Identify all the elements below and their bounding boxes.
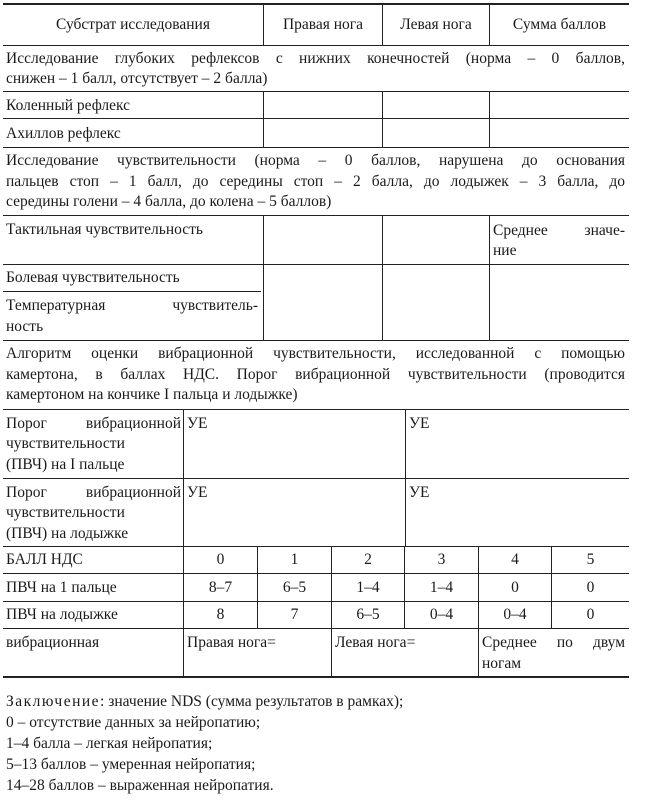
vibration-section-title-end: камертоном на кончике I пальца и лодыжке) [6,386,298,403]
achilles-reflex-label: Ахиллов рефлекс [6,125,121,142]
vibration-section-title-cont: камертона, в баллах НДС. Порог вибрационной чувствительности (проводится [6,366,625,383]
reflex-section-title-cont: снижен – 1 балл, отсутствует – 2 балла) [6,70,268,87]
finger-threshold-label-cont: чувствительности [6,435,125,452]
ankle-value: 7 [290,606,299,623]
rule [3,45,629,46]
conclusion-item: 14–28 баллов – выраженная нейропатия. [6,777,274,794]
rule [3,291,261,292]
col-rule [382,215,383,340]
vibration-left-leg: Левая нога= [335,634,416,651]
conclusion-label: Заключение [6,693,101,710]
tactile-sensitivity-label: Тактильная чувствительность [6,221,203,238]
rule [3,478,629,479]
rule [3,676,629,678]
ankle-value: 0–4 [503,606,527,623]
rule [3,91,629,92]
header-left-leg: Левая нога [400,16,472,33]
ankle-right-unit: УЕ [187,484,208,501]
col-rule [183,409,184,546]
rule [3,118,629,119]
vibration-summary-label: вибрационная [6,634,100,651]
col-rule [263,215,264,340]
knee-reflex-label: Коленный рефлекс [6,97,131,114]
finger-threshold-label-end: (ПВЧ) на I пальце [6,456,125,473]
conclusion-intro [6,691,403,712]
finger-value: 0 [511,579,519,596]
finger-right-unit: УЕ [187,415,208,432]
ankle-row-label: ПВЧ на лодыжке [6,606,118,623]
rule [3,573,629,574]
rule [3,409,629,410]
ankle-threshold-label: Порог вибрационной [6,484,181,501]
col-rule [478,628,479,676]
rule [3,264,629,265]
vibration-right-leg: Правая нога= [187,634,276,651]
rule [3,215,629,216]
nds-score-4: 4 [511,551,519,568]
col-rule [263,91,264,147]
ankle-threshold-label-cont: чувствительности [6,504,125,521]
rule [3,340,629,341]
conclusion-item: 5–13 баллов – умеренная нейропатия; [6,756,256,773]
pain-sensitivity-label: Болевая чувствительность [6,269,180,286]
nds-score-1: 1 [290,551,299,568]
ankle-left-unit: УЕ [409,484,430,501]
ankle-value: 0 [586,606,595,623]
conclusion-item: 1–4 балла – легкая нейропатия; [6,735,213,752]
nds-score-3: 3 [437,551,446,568]
col-rule [183,628,184,676]
sensitivity-section-title: Исследование чувствительности (норма – 0 баллов, нарушена до основания [6,152,625,169]
average-value-label-cont: ние [493,242,517,259]
col-rule [489,91,490,147]
col-rule [331,628,332,676]
finger-value: 8–7 [208,579,233,596]
finger-value: 6–5 [282,579,307,596]
average-value-label: Среднее значе- [493,222,625,239]
temperature-sensitivity-label-cont: ность [6,318,44,335]
nds-score-0: 0 [216,551,225,568]
ankle-value: 8 [216,606,225,623]
ankle-value: 0–4 [429,606,454,623]
rule [3,601,629,602]
nds-score-2: 2 [364,551,372,568]
sensitivity-section-title-cont: пальцев стоп – 1 балл, до середины стоп – 2 балла, до лодыжек – 3 балла, до [6,173,625,190]
rule [3,3,629,5]
header-substrate: Субстрат исследования [56,16,210,33]
header-sum: Сумма баллов [512,16,607,33]
nds-score-5: 5 [586,551,595,568]
temperature-sensitivity-label: Температурная чувствитель- [6,297,258,314]
ankle-value: 6–5 [356,606,380,623]
col-rule [405,409,406,546]
rule [3,628,629,629]
rule [3,546,629,547]
nds-score-header: БАЛЛ НДС [6,551,83,568]
finger-value: 1–4 [429,579,454,596]
finger-value: 1–4 [356,579,380,596]
vibration-section-title: Алгоритм оценки вибрационной чувствительности, исследованной с помощью [6,345,625,362]
finger-left-unit: УЕ [409,415,430,432]
conclusion-item: 0 – отсутствие данных за нейропатию; [6,714,261,731]
col-rule [489,215,490,340]
finger-row-label: ПВЧ на 1 пальце [6,579,117,596]
ankle-threshold-label-end: (ПВЧ) на лодыжке [6,525,129,542]
conclusion-text: : значение NDS (сумма результатов в рамках); [100,693,404,710]
reflex-section-title: Исследование глубоких рефлексов с нижних конечностей (норма – 0 баллов, [6,50,625,67]
finger-value: 0 [586,579,595,596]
col-rule [382,91,383,147]
sensitivity-section-title-end: середины голени – 4 балла, до колена – 5 баллов) [6,193,332,210]
rule [3,147,629,148]
header-right-leg: Правая нога [282,16,364,33]
finger-threshold-label: Порог вибрационной [6,415,181,432]
vibration-average: Среднее по двум [482,634,625,651]
vibration-average-cont: ногам [482,655,522,672]
